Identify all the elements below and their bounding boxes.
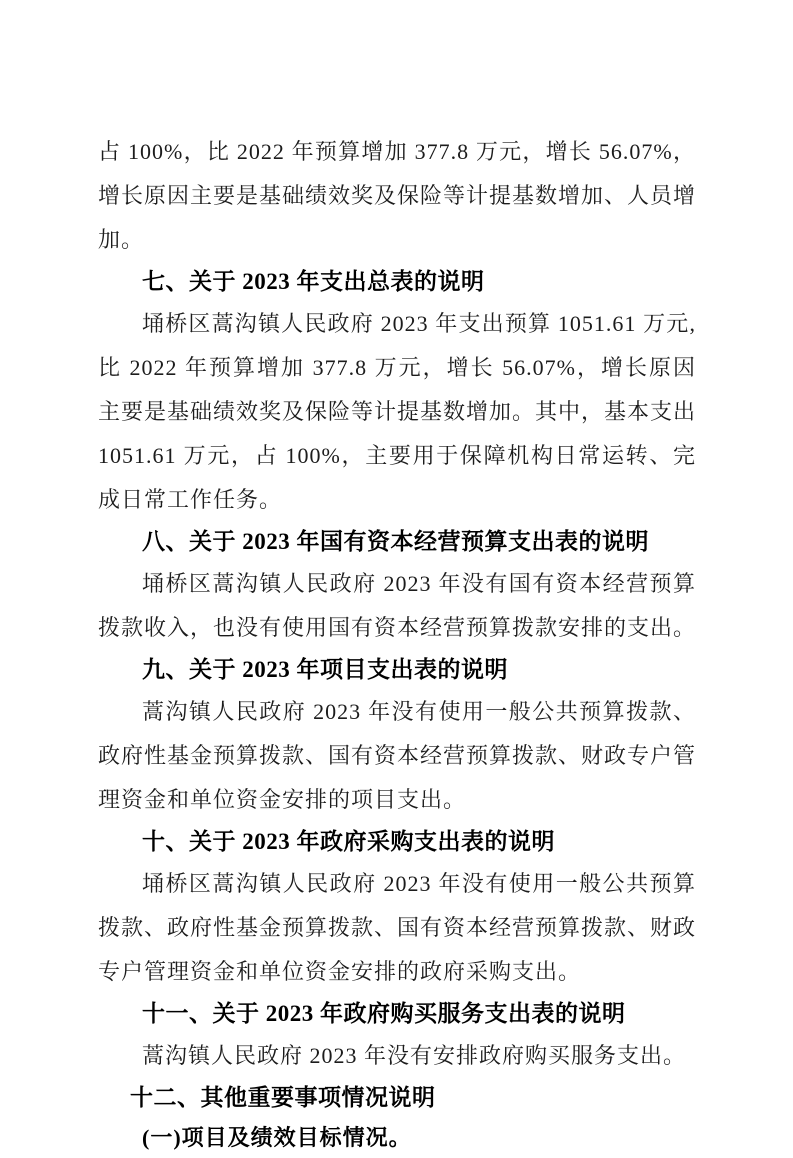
section-heading-10-government-procurement: 十、关于 2023 年政府采购支出表的说明 [142,829,555,854]
paragraph-section9-project-expenditure: 蒿沟镇人民政府 2023 年没有使用一般公共预算拨款、政府性基金预算拨款、国有资本经营预算拨款、财政专户管理资金和单位资金安排的项目支出。 [98,699,697,812]
paragraph-section7-expenditure-summary: 埇桥区蒿沟镇人民政府 2023 年支出预算 1051.61 万元,比 2022 年预算增加 377.8 万元，增长 56.07%，增长原因主要是基础绩效奖及保险等计提基数增加。其中，基本支出 1051.61 万元，占 100%，主要用于保障机构日常运转、完成日常工作任务。 [98,311,697,512]
section-heading-11-purchased-services: 十一、关于 2023 年政府购买服务支出表的说明 [142,1001,626,1026]
paragraph-section6-continuation: 占 100%，比 2022 年预算增加 377.8 万元，增长 56.07%，增长原因主要是基础绩效奖及保险等计提基数增加、人员增加。 [98,139,697,252]
section-heading-8-state-capital-budget: 八、关于 2023 年国有资本经营预算支出表的说明 [142,529,649,554]
section-heading-12-other-important-matters: 十二、其他重要事项情况说明 [130,1085,436,1110]
document-page [98,130,696,1158]
subheading-12-1-project-performance-targets: (一)项目及绩效目标情况。 [142,1125,412,1150]
section-heading-9-project-expenditure: 九、关于 2023 年项目支出表的说明 [142,657,508,682]
paragraph-section11-purchased-services: 蒿沟镇人民政府 2023 年没有安排政府购买服务支出。 [142,1043,687,1068]
section-heading-7-expenditure-summary: 七、关于 2023 年支出总表的说明 [142,269,485,294]
paragraph-section10-government-procurement: 埇桥区蒿沟镇人民政府 2023 年没有使用一般公共预算拨款、政府性基金预算拨款、国有资本经营预算拨款、财政专户管理资金和单位资金安排的政府采购支出。 [98,871,697,984]
paragraph-section8-state-capital-budget: 埇桥区蒿沟镇人民政府 2023 年没有国有资本经营预算拨款收入，也没有使用国有资本经营预算拨款安排的支出。 [98,571,697,640]
